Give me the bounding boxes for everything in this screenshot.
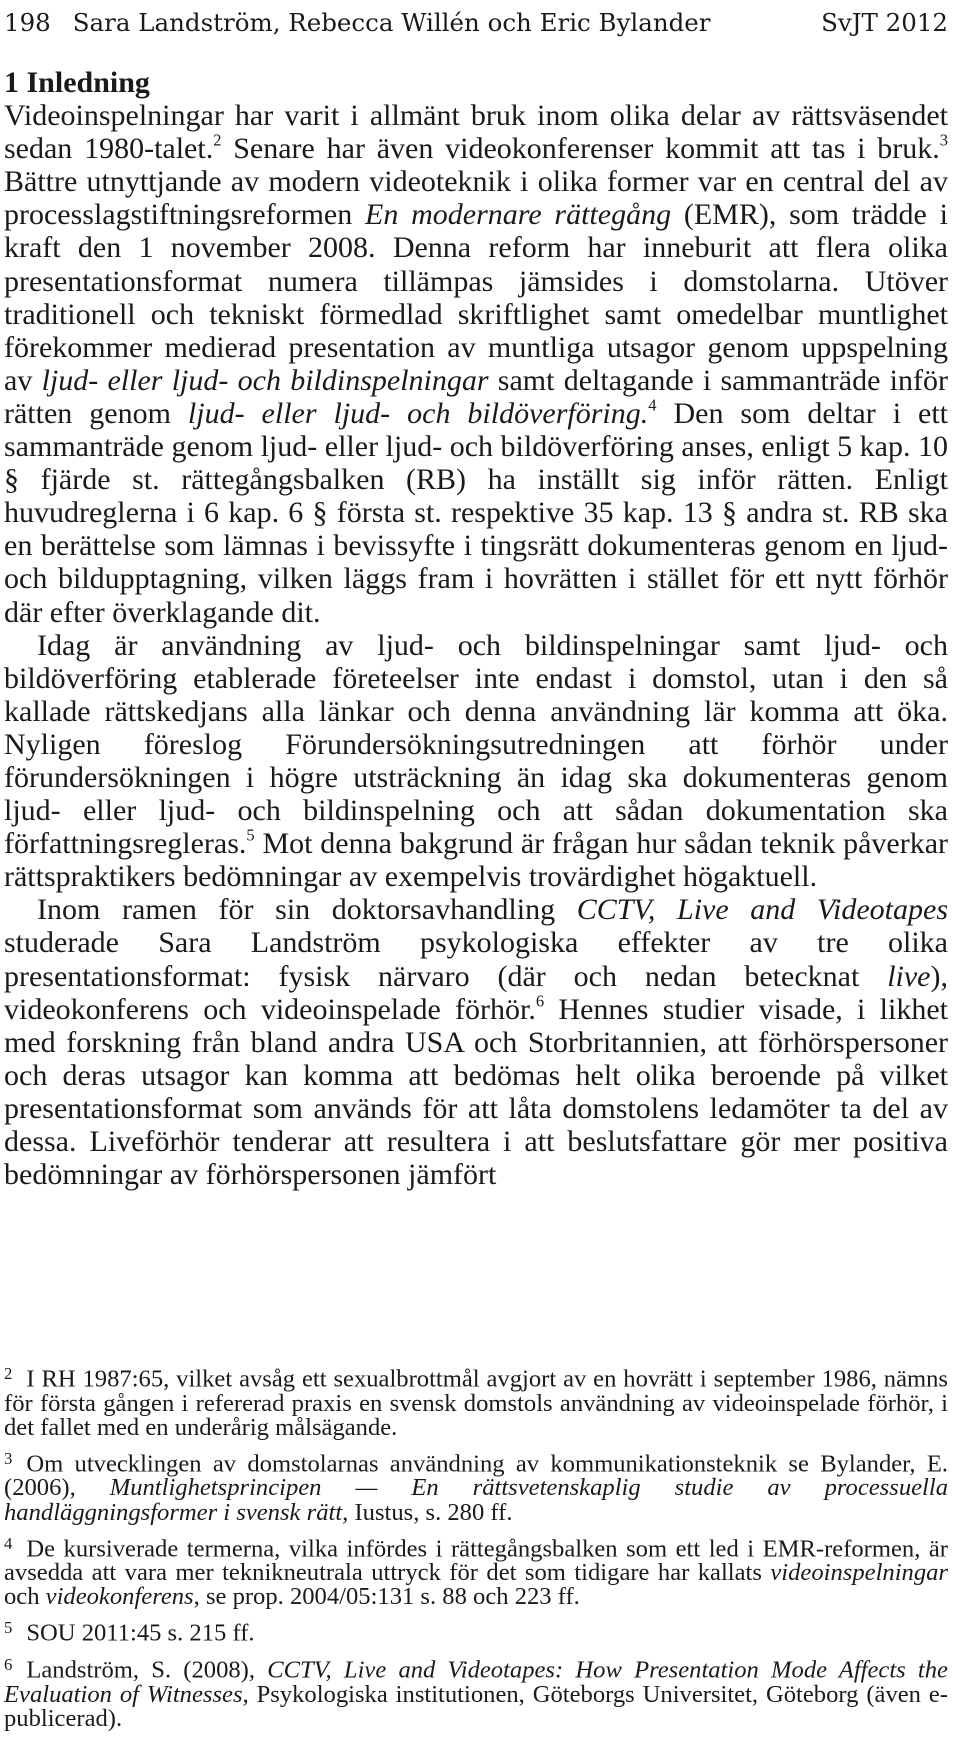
page-number: 198 bbox=[4, 8, 51, 37]
italic-term: ljud- eller ljud- och bildinspelningar bbox=[41, 363, 489, 397]
italic-term: ljud- eller ljud- och bildöverföring. bbox=[187, 396, 649, 430]
footnotes bbox=[4, 1362, 948, 1738]
text-run: Idag är användning av ljud- och bildinspelningar samt ljud- och bildöverföring etablerade företeelser inte endast i domstol, utan i den så kallade rättskedjans alla länkar och denna användning lär komma att öka. Nyligen föreslog Förundersökningsutredningen att förhör under förundersökningen i högre utsträckning än idag ska dokumenteras genom ljud- eller ljud- och bildinspelning och att sådan dokumentation ska författningsregleras. bbox=[4, 628, 948, 861]
text-run: Hennes studier visade, i likhet med forskning från bland andra USA och Storbritannien, att förhörspersoner och deras utsagor kan komma att bedömas helt olika beroende på vilket presentationsformat som används för att låta domstolens ledamöter ta del av dessa. Liveförhör tenderar att resultera i att beslutsfattare gör mer positiva bedömningar av förhörspersonen jämfört bbox=[4, 992, 949, 1192]
footnote-ref-4: 4 bbox=[648, 395, 657, 415]
paragraph-3 bbox=[4, 893, 948, 1191]
text-run: samt deltagande i sammanträde inför rätten genom bbox=[4, 363, 948, 430]
main-text bbox=[4, 66, 948, 1191]
footnote-italic-title: Muntlighetsprincipen — En rättsvetenskaplig studie av processuella handläggningsformer i svensk rätt, bbox=[4, 1474, 948, 1526]
text-run: Den som deltar i ett sammanträde genom ljud- eller ljud- och bildöverföring anses, enligt 5 kap. 10 § fjärde st. rättegångsbalken (RB) ha inställt sig inför rätten. Enligt huvudreglerna i 6 kap. 6 § första st. respektive 35 kap. 13 § andra st. RB ska en berättelse som lämnas i bevissyfte i tingsrätt dokumenteras genom en ljud- och bildupptagning, vilken läggs fram i hovrätten i stället för ett nytt förhör där efter överklagande dit. bbox=[4, 396, 948, 629]
footnote-2 bbox=[4, 1362, 948, 1440]
footnote-text: Psykologiska institutionen, Göteborgs Universitet, Göteborg (även e-publicerad). bbox=[4, 1680, 948, 1732]
italic-title: CCTV, Live and Videotapes bbox=[576, 893, 948, 927]
footnote-number: 2 bbox=[4, 1364, 13, 1383]
running-header bbox=[4, 6, 948, 40]
text-run: (EMR), som trädde i kraft den 1 november 2008. Denna reform har inneburit att flera olika presentationsformat numera tillämpas jämsides i domstolarna. Utöver traditionell och tekniskt förmedlad skriftlighet samt omedelbar muntlighet förekommer medierad presentation av muntliga utsagor genom uppspelning av bbox=[4, 198, 948, 397]
text-run: Senare har även videokonferenser kommit att tas i bruk. bbox=[221, 132, 940, 166]
footnote-ref-2: 2 bbox=[213, 130, 222, 150]
text-run: Videoinspelningar har varit i allmänt bruk inom olika delar av rättsväsendet sedan 1980-talet. bbox=[4, 99, 948, 166]
footnote-3 bbox=[4, 1447, 948, 1525]
text-run: studerade Sara Landström psykologiska effekter av tre olika presentationsformat: fysisk närvaro (där och nedan betecknat bbox=[4, 926, 948, 993]
footnote-number: 5 bbox=[4, 1618, 13, 1638]
footnote-4 bbox=[4, 1532, 948, 1610]
footnote-italic-term: videoinspelningar bbox=[770, 1559, 948, 1587]
text-run: Bättre utnyttjande av modern videoteknik i olika former var en central del av processlagstiftningsreformen bbox=[4, 165, 948, 232]
text-run: Mot denna bakgrund är frågan hur sådan teknik påverkar rättspraktikers bedömningar av exempelvis trovärdighet högaktuell. bbox=[4, 827, 948, 894]
italic-term: En modernare rättegång bbox=[365, 198, 672, 232]
header-authors: Sara Landström, Rebecca Willén och Eric Bylander bbox=[72, 8, 711, 37]
footnote-ref-5: 5 bbox=[246, 825, 255, 845]
footnote-number: 6 bbox=[4, 1655, 13, 1674]
footnote-6 bbox=[4, 1653, 948, 1731]
footnote-text: SOU 2011:45 s. 215 ff. bbox=[26, 1619, 255, 1647]
paragraph-1 bbox=[4, 99, 948, 629]
footnote-text: Iustus, s. 280 ff. bbox=[348, 1498, 513, 1526]
footnote-text: och bbox=[4, 1583, 46, 1611]
footnote-text: , se prop. 2004/05:131 s. 88 och 223 ff. bbox=[193, 1583, 580, 1611]
footnote-italic-term: videokonferens bbox=[45, 1583, 194, 1611]
section-heading: 1 Inledning bbox=[4, 66, 150, 99]
footnote-number: 3 bbox=[4, 1448, 13, 1468]
footnote-number: 4 bbox=[4, 1533, 13, 1553]
italic-term: live bbox=[887, 959, 931, 993]
footnote-text: De kursiverade termerna, vilka infördes i rättegångsbalken som ett led i EMR-reformen, är avsedda att vara mer teknikneutrala uttryck för det som tidigare har kallats bbox=[4, 1535, 948, 1587]
header-journal: SvJT 2012 bbox=[821, 8, 948, 37]
footnote-ref-6: 6 bbox=[535, 991, 545, 1011]
footnote-text: I RH 1987:65, vilket avsåg ett sexualbrottmål avgjort av en hovrätt i september 1986, nämns för första gången i refererad praxis en svensk domstols användning av videoinspelade förhör, i det fallet med en underårig målsägande. bbox=[4, 1365, 948, 1441]
paragraph-2 bbox=[4, 629, 948, 894]
footnote-text: Om utvecklingen av domstolarnas användning av kommunikationsteknik se Bylander, E. (2006), bbox=[4, 1450, 948, 1502]
footnote-text: Landström, S. (2008), bbox=[26, 1656, 268, 1684]
text-run: ), videokonferens och videoinspelade förhör. bbox=[4, 959, 948, 1026]
text-run: Inom ramen för sin doktorsavhandling bbox=[37, 893, 577, 927]
footnote-italic-title: CCTV, Live and Videotapes: How Presentation Mode Affects the Evaluation of Witnesses, bbox=[4, 1656, 948, 1708]
footnote-5 bbox=[4, 1616, 948, 1646]
footnote-ref-3: 3 bbox=[939, 130, 948, 150]
